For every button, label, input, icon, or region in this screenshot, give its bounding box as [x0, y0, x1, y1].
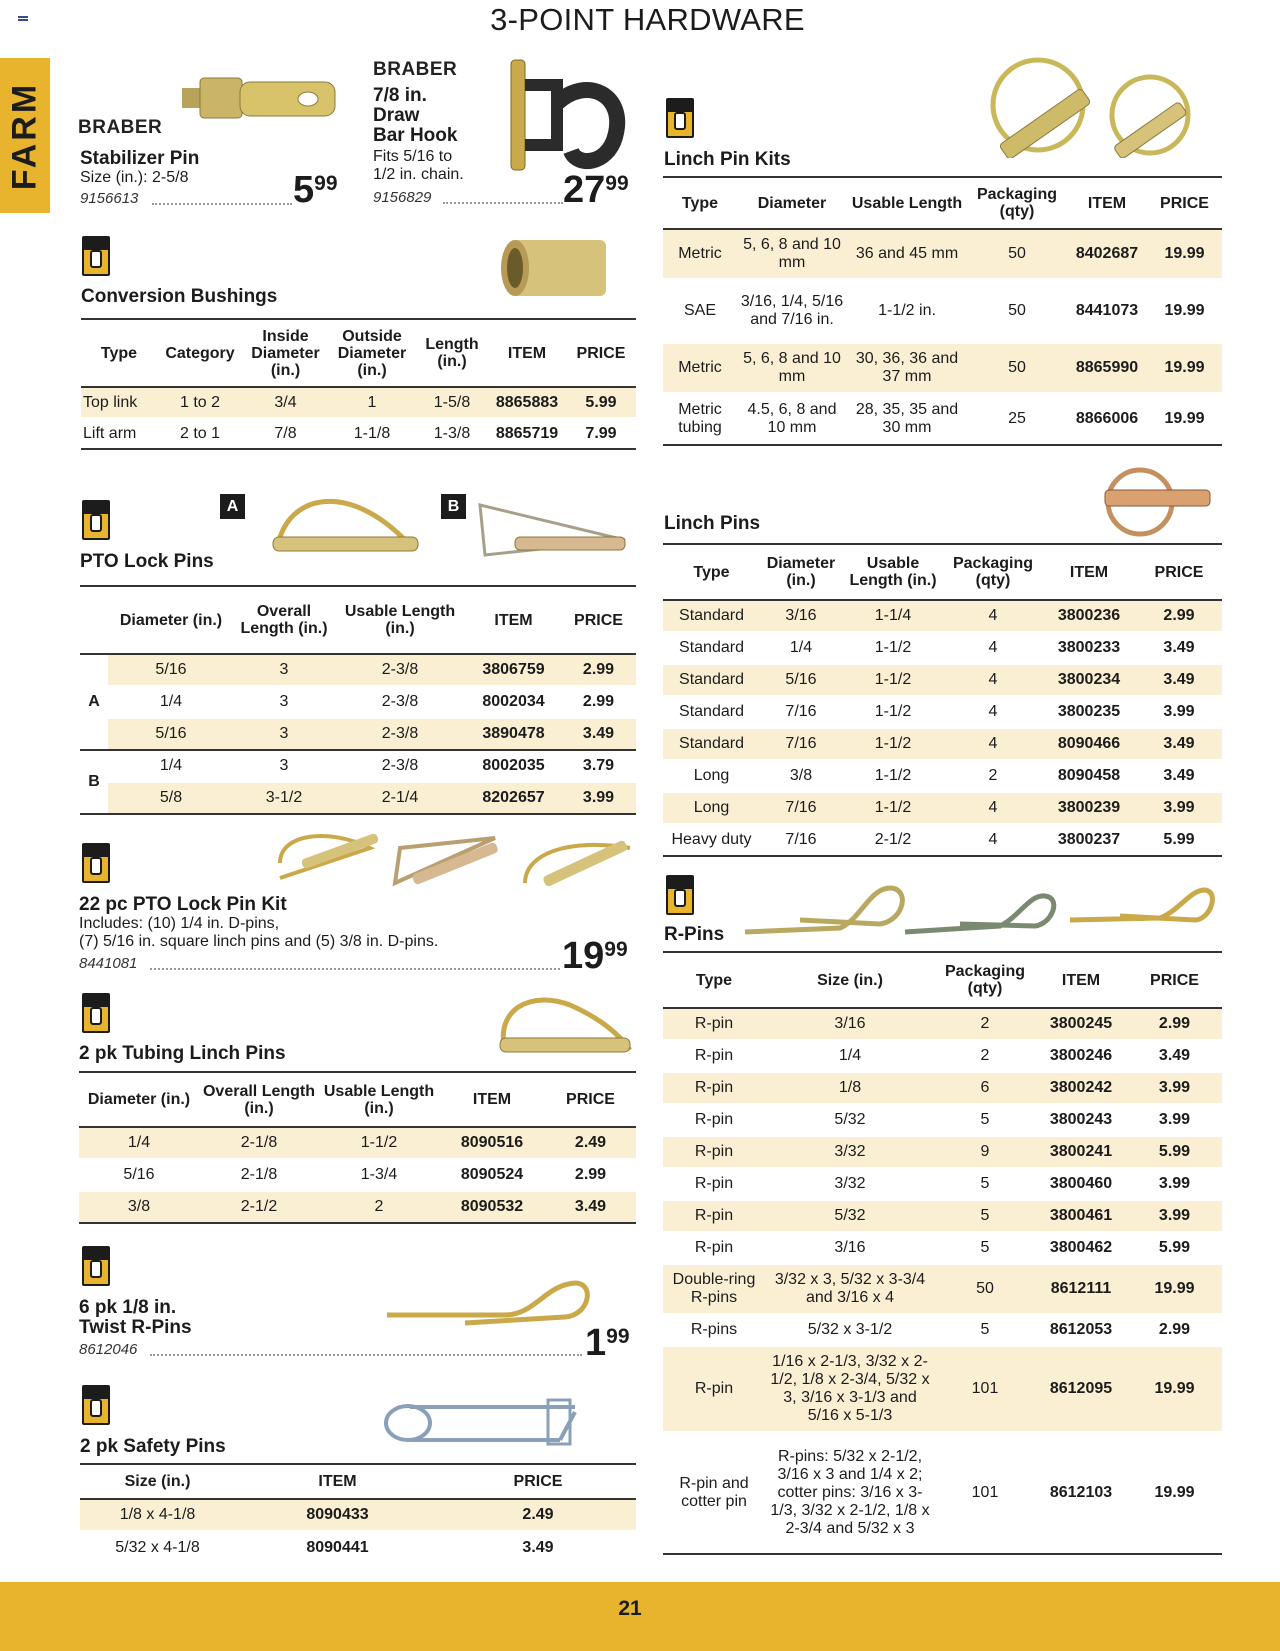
pto-kit-desc: Includes: (10) 1/4 in. D-pins, (7) 5/16 in. square linch pins and (5) 3/8 in. D-pins. [79, 915, 439, 950]
lp-h-item: ITEM [1042, 544, 1136, 600]
stabilizer-brand: BRABER [78, 117, 163, 138]
kits-h-diameter: Diameter [737, 177, 847, 229]
hook-name: 7/8 in. Draw Bar Hook [373, 85, 458, 146]
table-row: R-pin and cotter pin R-pins: 5/32 x 2-1/2, 3/16 x 3 and 1/4 x 2; cotter pins: 3/16 x 3-1/3, 3/32 x 2-1/2, 1/8 x 2-3/4 and 5/32 x 3 101 8612103 19.99 [663, 1432, 1222, 1554]
table-row: R-pin 3/16 2 3800245 2.99 [663, 1008, 1222, 1040]
page-title: 3-POINT HARDWARE [490, 2, 805, 37]
conv-h-outside: Outside Diameter (in.) [328, 319, 416, 387]
table-row: 3/8 2-1/2 2 8090532 3.49 [79, 1191, 636, 1223]
power-fist-logo-icon [82, 236, 110, 276]
twist-price: $1^{99}$ [585, 1322, 630, 1364]
safety-title: 2 pk Safety Pins [80, 1436, 226, 1457]
rp-h-packaging: Packaging (qty) [935, 952, 1035, 1008]
hook-brand: BRABER [373, 59, 458, 80]
linch-pin-image [1100, 465, 1215, 540]
bushing-image [497, 236, 617, 300]
table-row: R-pin 3/32 9 3800241 5.99 [663, 1136, 1222, 1168]
conv-h-type: Type [81, 319, 157, 387]
page-number: 21 [618, 1597, 642, 1620]
pto-pin-a-image [258, 485, 423, 565]
lp-h-diameter: Diameter (in.) [760, 544, 842, 600]
pto-title: PTO Lock Pins [80, 551, 214, 572]
table-row: Metric 5, 6, 8 and 10 mm 36 and 45 mm 50 8402687 19.99 [663, 229, 1222, 279]
pto-kit-name: 22 pc PTO Lock Pin Kit [79, 894, 287, 915]
table-row: 1/4 3 2-3/8 8002034 2.99 [80, 686, 636, 718]
rpins-table [663, 951, 1222, 1555]
safety-pin-image [380, 1392, 585, 1452]
pto-pin-b-image [475, 495, 635, 575]
table-row: Heavy duty 7/16 2-1/2 4 3800237 5.99 [663, 824, 1222, 856]
linch-kits-title: Linch Pin Kits [664, 149, 791, 170]
lp-h-price: PRICE [1136, 544, 1222, 600]
table-row: 1/4 2-1/8 1-1/2 8090516 2.49 [79, 1127, 636, 1159]
pto-h-item: ITEM [466, 586, 561, 654]
linch-ring-image [990, 53, 1200, 158]
table-row: SAE 3/16, 1/4, 5/16 and 7/16 in. 1-1/2 in. 50 8441073 19.99 [663, 279, 1222, 343]
lp-h-usable: Usable Length (in.) [842, 544, 944, 600]
pto-h-diameter: Diameter (in.) [108, 586, 234, 654]
table-row: Metric tubing 4.5, 6, 8 and 10 mm 28, 35, 35 and 30 mm 25 8866006 19.99 [663, 393, 1222, 445]
stabilizer-price: $5^{99}$ [293, 169, 338, 211]
pto-h-usable: Usable Length (in.) [334, 586, 466, 654]
twist-sku: 8612046 [79, 1341, 138, 1358]
table-row: Long 3/8 1-1/2 2 8090458 3.49 [663, 760, 1222, 792]
table-row: Long 7/16 1-1/2 4 3800239 3.99 [663, 792, 1222, 824]
table-row: Standard 1/4 1-1/2 4 3800233 3.49 [663, 632, 1222, 664]
pto-kit-sku: 8441081 [79, 955, 138, 972]
table-row: R-pin 5/32 5 3800243 3.99 [663, 1104, 1222, 1136]
pto-h-price: PRICE [561, 586, 636, 654]
table-row: Standard 7/16 1-1/2 4 8090466 3.49 [663, 728, 1222, 760]
table-row: A 5/16 3 2-3/8 3806759 2.99 [80, 654, 636, 686]
conv-h-category: Category [157, 319, 243, 387]
tube-h-item: ITEM [439, 1072, 545, 1127]
table-row: R-pin 1/4 2 3800246 3.49 [663, 1040, 1222, 1072]
r-pin-image [740, 880, 1220, 940]
pto-kit-price: $19^{99}$ [562, 935, 628, 977]
twist-name: 6 pk 1/8 in. Twist R-Pins [79, 1297, 192, 1338]
table-row: Metric 5, 6, 8 and 10 mm 30, 36, 36 and 37 mm 50 8865990 19.99 [663, 343, 1222, 393]
tube-h-diameter: Diameter (in.) [79, 1072, 199, 1127]
kits-h-item: ITEM [1067, 177, 1147, 229]
stabilizer-size: Size (in.): 2-5/8 [80, 169, 189, 186]
tube-h-usable: Usable Length (in.) [319, 1072, 439, 1127]
table-row: Standard 7/16 1-1/2 4 3800235 3.99 [663, 696, 1222, 728]
pto-label-b: B [441, 494, 466, 519]
safety-h-item: ITEM [235, 1464, 440, 1499]
power-fist-logo-icon [82, 993, 110, 1033]
rpins-title: R-Pins [664, 924, 725, 945]
pto-kit-image [270, 828, 640, 908]
tube-h-price: PRICE [545, 1072, 636, 1127]
twist-r-pin-image [385, 1275, 595, 1340]
power-fist-logo-icon [82, 1385, 110, 1425]
tubing-table [79, 1071, 636, 1224]
table-row: Standard 5/16 1-1/2 4 3800234 3.49 [663, 664, 1222, 696]
table-row: 1/8 x 4-1/8 8090433 2.49 [80, 1499, 636, 1531]
rp-h-price: PRICE [1127, 952, 1222, 1008]
conversion-title: Conversion Bushings [81, 286, 278, 307]
table-row: R-pin 3/32 5 3800460 3.99 [663, 1168, 1222, 1200]
power-fist-logo-icon [666, 875, 694, 915]
safety-h-price: PRICE [440, 1464, 636, 1499]
tubing-pin-image [490, 990, 640, 1060]
kits-h-usable: Usable Length [847, 177, 967, 229]
safety-h-size: Size (in.) [80, 1464, 235, 1499]
stabilizer-sku: 9156613 [80, 190, 139, 207]
power-fist-logo-icon [82, 500, 110, 540]
conv-h-item: ITEM [488, 319, 566, 387]
pto-h-overall: Overall Length (in.) [234, 586, 334, 654]
lp-h-packaging: Packaging (qty) [944, 544, 1042, 600]
conv-h-inside: Inside Diameter (in.) [243, 319, 328, 387]
power-fist-logo-icon [82, 843, 110, 883]
pto-table [80, 585, 636, 815]
table-row: R-pin 1/8 6 3800242 3.99 [663, 1072, 1222, 1104]
table-row: R-pin 1/16 x 2-1/3, 3/32 x 2-1/2, 1/8 x 2-3/4, 5/32 x 3, 3/16 x 3-1/3 and 5/16 x 5-1/3 101 8612095 19.99 [663, 1346, 1222, 1432]
rp-h-item: ITEM [1035, 952, 1127, 1008]
table-row: Standard 3/16 1-1/4 4 3800236 2.99 [663, 600, 1222, 632]
farm-section-tab[interactable] [0, 58, 50, 213]
kits-h-price: PRICE [1147, 177, 1222, 229]
table-row: 5/8 3-1/2 2-1/4 8202657 3.99 [80, 782, 636, 814]
table-row: 5/16 2-1/8 1-3/4 8090524 2.99 [79, 1159, 636, 1191]
table-row: R-pin 3/16 5 3800462 5.99 [663, 1232, 1222, 1264]
table-row: R-pins 5/32 x 3-1/2 5 8612053 2.99 [663, 1314, 1222, 1346]
linch-pins-table [663, 543, 1222, 857]
rp-h-type: Type [663, 952, 765, 1008]
stabilizer-pin-image [180, 60, 340, 135]
kits-h-packaging: Packaging (qty) [967, 177, 1067, 229]
table-row: Double-ring R-pins 3/32 x 3, 5/32 x 3-3/4 and 3/16 x 4 50 8612111 19.99 [663, 1264, 1222, 1314]
lp-h-type: Type [663, 544, 760, 600]
table-row: R-pin 5/32 5 3800461 3.99 [663, 1200, 1222, 1232]
table-row: Lift arm 2 to 1 7/8 1-1/8 1-3/8 8865719 7.99 [81, 418, 636, 449]
conv-h-length: Length (in.) [416, 319, 488, 387]
power-fist-logo-icon [82, 1246, 110, 1286]
farm-tab-label: FARM [5, 81, 44, 190]
linch-pins-title: Linch Pins [664, 513, 761, 534]
linch-kits-table [663, 176, 1222, 446]
hook-sku: 9156829 [373, 189, 432, 206]
kits-h-type: Type [663, 177, 737, 229]
conversion-table [81, 318, 636, 450]
table-row: 5/16 3 2-3/8 3890478 3.49 [80, 718, 636, 750]
tubing-title: 2 pk Tubing Linch Pins [79, 1043, 286, 1064]
table-row: 5/32 x 4-1/8 8090441 3.49 [80, 1531, 636, 1563]
stabilizer-name: Stabilizer Pin [80, 148, 200, 169]
pto-label-a: A [220, 494, 245, 519]
table-row: Top link 1 to 2 3/4 1 1-5/8 8865883 5.99 [81, 387, 636, 418]
draw-bar-hook-image [497, 55, 637, 180]
safety-table [80, 1463, 636, 1563]
conv-h-price: PRICE [566, 319, 636, 387]
hook-fits: Fits 5/16 to 1/2 in. chain. [373, 148, 464, 183]
power-fist-logo-icon [666, 98, 694, 138]
table-row: B 1/4 3 2-3/8 8002035 3.79 [80, 750, 636, 782]
hook-price: $27^{99}$ [563, 169, 629, 211]
rp-h-size: Size (in.) [765, 952, 935, 1008]
tube-h-overall: Overall Length (in.) [199, 1072, 319, 1127]
